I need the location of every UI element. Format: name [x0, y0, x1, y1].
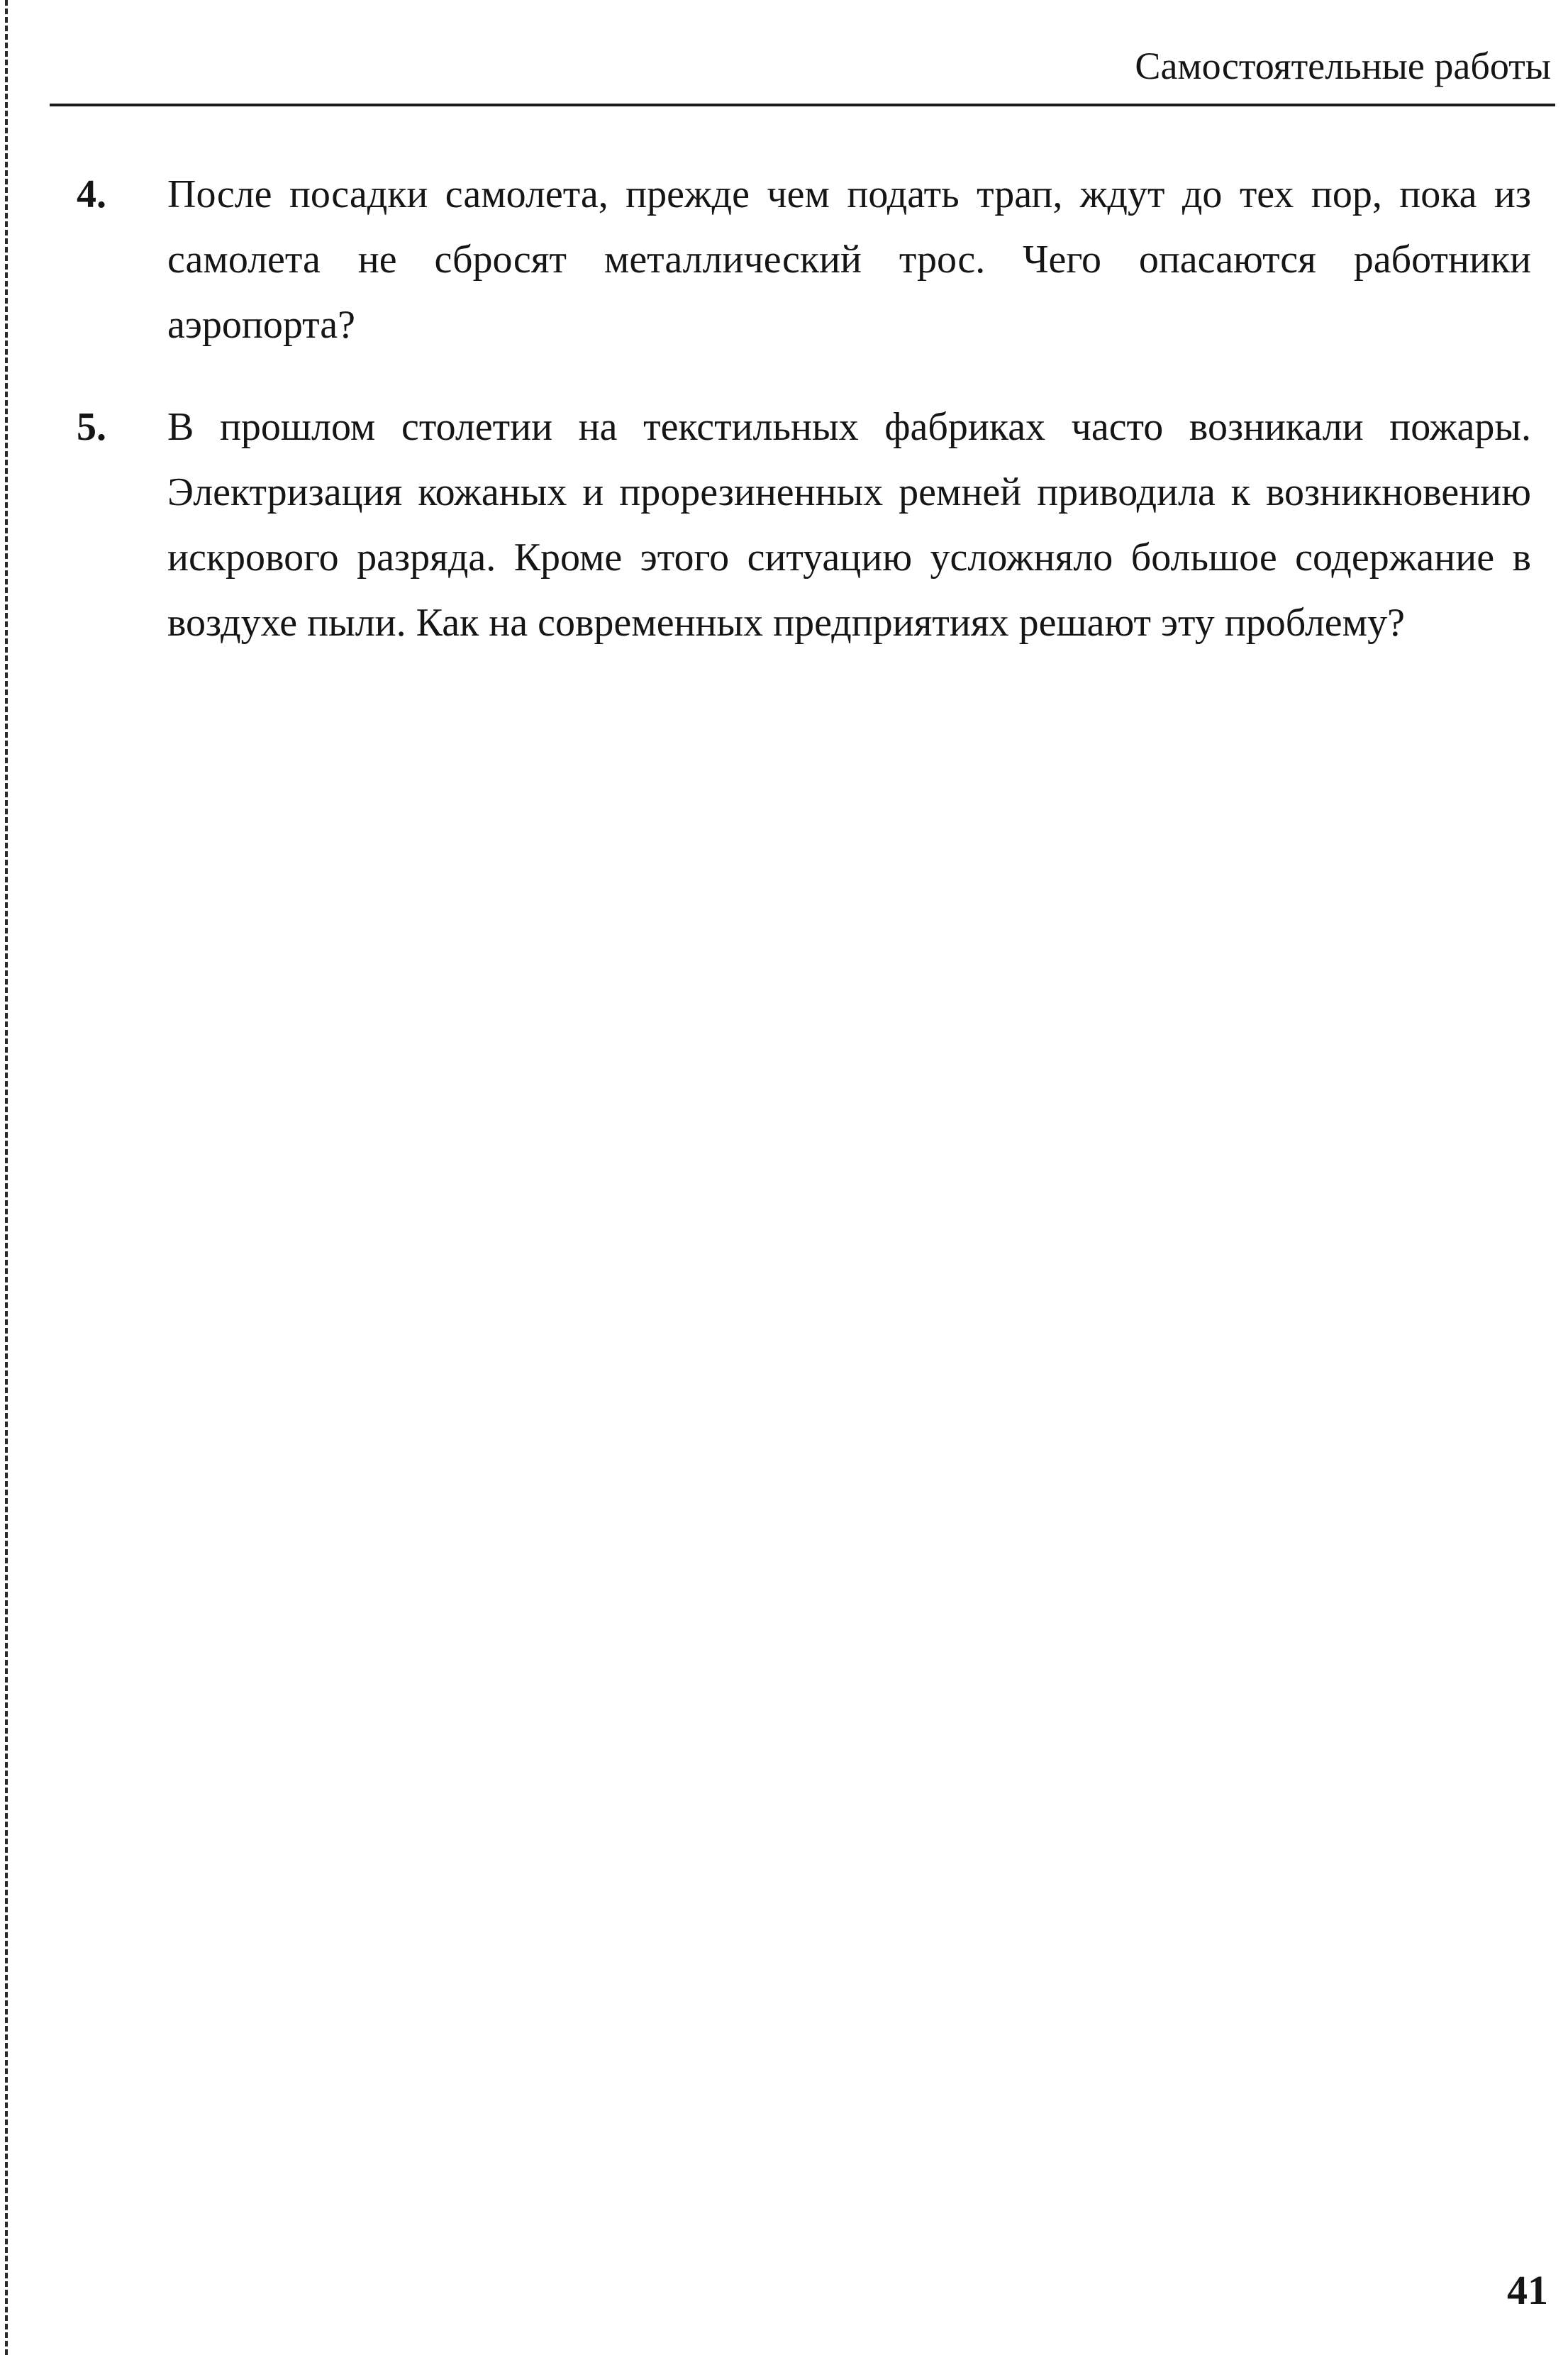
- running-header: Самостоятельные работы: [1135, 45, 1551, 87]
- task-4: [71, 162, 1532, 358]
- cut-line: [5, 0, 8, 2355]
- page-number: 41: [1507, 2267, 1548, 2313]
- task-number: 5.: [77, 405, 106, 449]
- task-5: [71, 394, 1532, 655]
- header-rule: [50, 104, 1555, 106]
- task-text: После посадки самолета, прежде чем подать трап, ждут до тех пор, пока из самолета не сбросят металлический трос. Чего опасаются работники аэропорта?: [167, 172, 1531, 347]
- task-text: В прошлом столетии на текстильных фабриках часто возникали пожары. Электризация кожаных и прорезиненных ремней приводила к возникновению искрового разряда. Кроме этого ситуацию усложняло большое содержание в воздухе пыли. Как на современных предприятиях решают эту проблему?: [167, 405, 1531, 645]
- task-number: 4.: [77, 172, 106, 216]
